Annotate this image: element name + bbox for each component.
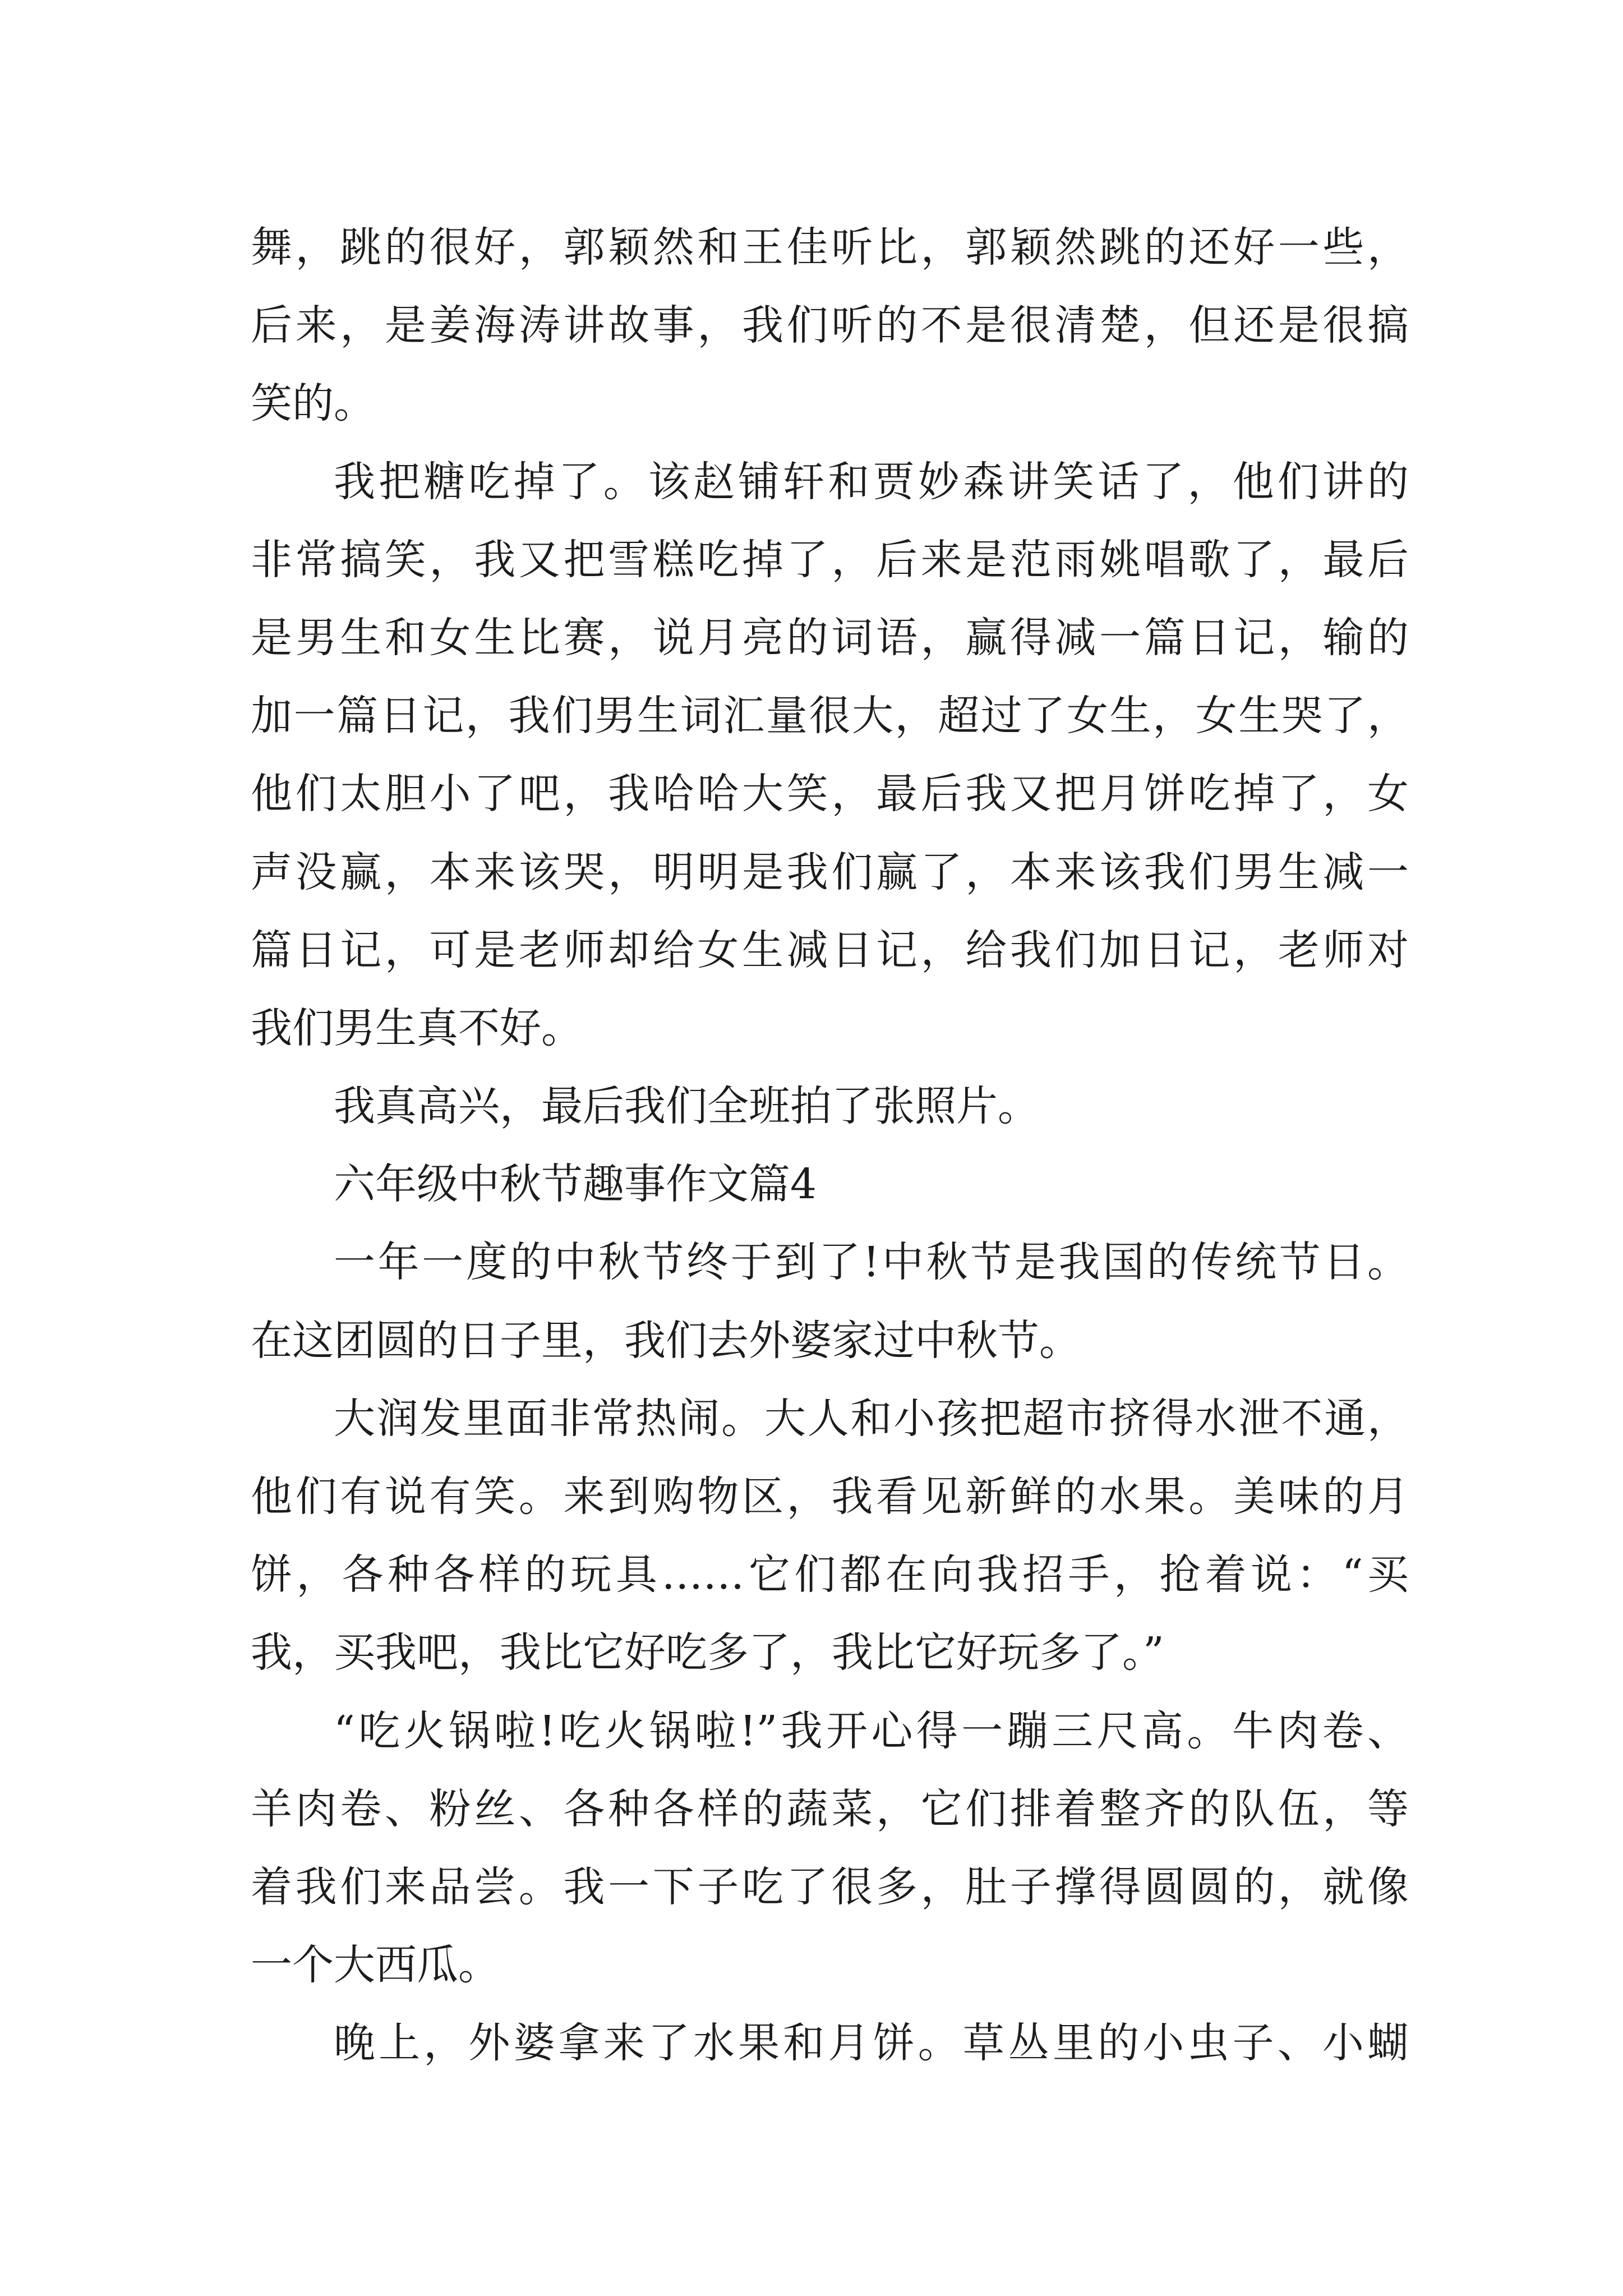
- text-line: 我把糖吃掉了。该赵铺轩和贾妙森讲笑话了，他们讲的: [334, 457, 1409, 506]
- text-line: 他们太胆小了吧，我哈哈大笑，最后我又把月饼吃掉了，女: [251, 770, 1409, 818]
- heading-text: 六年级中秋节趣事作文篇4: [334, 1160, 817, 1209]
- text-line: 在这团圆的日子里，我们去外婆家过中秋节。: [251, 1316, 1081, 1365]
- document-body: [251, 209, 1409, 2083]
- text-line: 我们男生真不好。: [251, 1004, 583, 1052]
- text-line: 加一篇日记，我们男生词汇量很大，超过了女生，女生哭了，: [251, 692, 1409, 740]
- text-line: 是男生和女生比赛，说月亮的词语，赢得减一篇日记，输的: [251, 613, 1409, 662]
- text-line: 着我们来品尝。我一下子吃了很多，肚子撑得圆圆的，就像: [251, 1862, 1409, 1911]
- text-line: 晚上，外婆拿来了水果和月饼。草丛里的小虫子、小蝴: [334, 2019, 1409, 2068]
- paragraph: [251, 2004, 1409, 2082]
- text-line: 非常搞笑，我又把雪糕吃掉了，后来是范雨姚唱歌了，最后: [251, 535, 1409, 584]
- text-line: 舞，跳的很好，郭颖然和王佳听比，郭颖然跳的还好一些，: [251, 223, 1409, 272]
- text-line: “吃火锅啦!吃火锅啦!”我开心得一蹦三尺高。牛肉卷、: [334, 1706, 1409, 1755]
- text-line: 饼，各种各样的玩具……它们都在向我招手，抢着说：“买: [251, 1550, 1409, 1599]
- text-line: 笑的。: [251, 379, 375, 428]
- text-line: 声没赢，本来该哭，明明是我们赢了，本来该我们男生减一: [251, 848, 1409, 896]
- text-line: 他们有说有笑。来到购物区，我看见新鲜的水果。美味的月: [251, 1473, 1409, 1521]
- paragraph: [251, 443, 1409, 1068]
- paragraph: [251, 1692, 1409, 2005]
- text-line: 后来，是姜海涛讲故事，我们听的不是很清楚，但还是很搞: [251, 301, 1409, 350]
- text-line: 一年一度的中秋节终于到了!中秋节是我国的传统节日。: [334, 1238, 1409, 1287]
- paragraph: [251, 1380, 1409, 1692]
- text-line: 我真高兴，最后我们全班拍了张照片。: [334, 1082, 1039, 1131]
- text-line: 我，买我吧，我比它好吃多了，我比它好玩多了。”: [251, 1628, 1164, 1677]
- text-line: 羊肉卷、粉丝、各种各样的蔬菜，它们排着整齐的队伍，等: [251, 1784, 1409, 1833]
- paragraph: [251, 209, 1409, 443]
- text-line: 一个大西瓜。: [251, 1941, 500, 1990]
- paragraph: [251, 1068, 1409, 1145]
- text-line: 大润发里面非常热闹。大人和小孩把超市挤得水泄不通，: [334, 1394, 1409, 1443]
- text-line: 篇日记，可是老师却给女生减日记，给我们加日记，老师对: [251, 926, 1409, 974]
- section-heading: [251, 1145, 1409, 1223]
- paragraph: [251, 1223, 1409, 1379]
